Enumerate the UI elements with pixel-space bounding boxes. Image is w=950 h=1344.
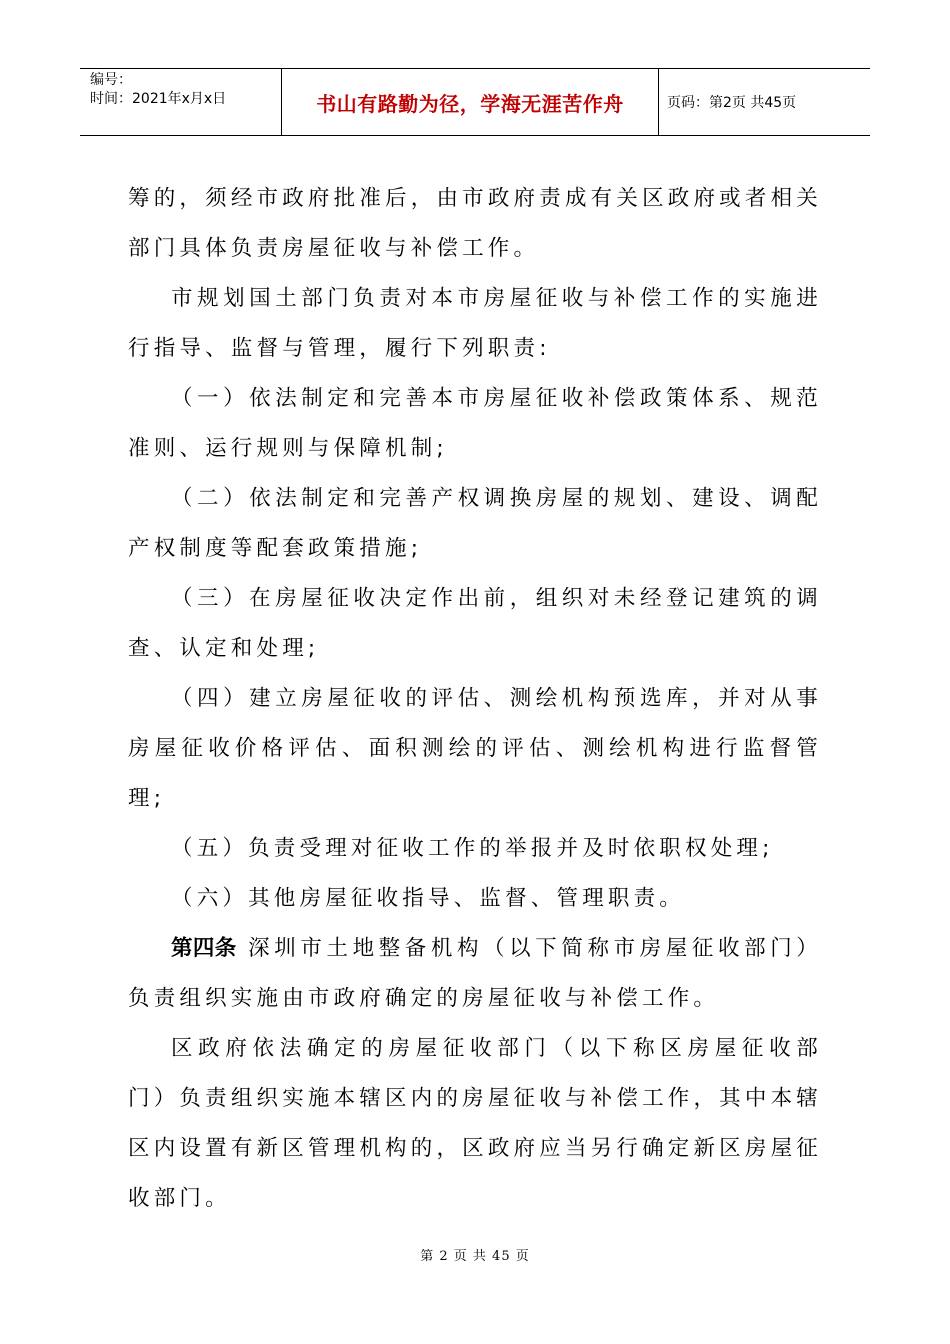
paragraph-duty-5: （五）负责受理对征收工作的举报并及时依职权处理; [171,836,774,861]
paragraph-duty-6: （六）其他房屋征收指导、监督、管理职责。 [171,886,686,911]
paragraph-continuation: 筹的，须经市政府批准后，由市政府责成有关区政府或者相关部门具体负责房屋征收与补偿工作。 [128,186,822,261]
article-number: 第四条 [171,936,237,961]
document-time-label: 时间：2021年x月x日 [90,91,227,107]
paragraph-duty-4: （四）建立房屋征收的评估、测绘机构预选库，并对从事房屋征收价格评估、面积测绘的评估、测绘机构进行监督管理; [128,686,822,811]
paragraph-duty-2: （二）依法制定和完善产权调换房屋的规划、建设、调配产权制度等配套政策措施; [128,486,822,561]
header-motto: 书山有路勤为径，学海无涯苦作舟 [282,69,659,135]
page-header [80,68,870,136]
document-body [128,174,822,1224]
article-4-text: 深圳市土地整备机构（以下简称市房屋征收部门）负责组织实施由市政府确定的房屋征收与补偿工作。 [128,936,822,1011]
paragraph-article-4 [128,924,822,1024]
paragraph-duty-1: （一）依法制定和完善本市房屋征收补偿政策体系、规范准则、运行规则与保障机制; [128,386,822,461]
paragraph-district-department: 区政府依法确定的房屋征收部门（以下称区房屋征收部门）负责组织实施本辖区内的房屋征收与补偿工作，其中本辖区内设置有新区管理机构的，区政府应当另行确定新区房屋征收部门。 [128,1036,822,1211]
paragraph-duty-3: （三）在房屋征收决定作出前，组织对未经登记建筑的调查、认定和处理; [128,586,822,661]
page-footer: 第 2 页 共 45 页 [420,1249,530,1264]
header-page-info: 页码：第2页 共45页 [667,95,797,111]
document-number-label: 编号： [90,72,132,88]
paragraph-duties-intro: 市规划国土部门负责对本市房屋征收与补偿工作的实施进行指导、监督与管理，履行下列职责: [128,286,822,361]
header-meta-cell [80,69,282,135]
